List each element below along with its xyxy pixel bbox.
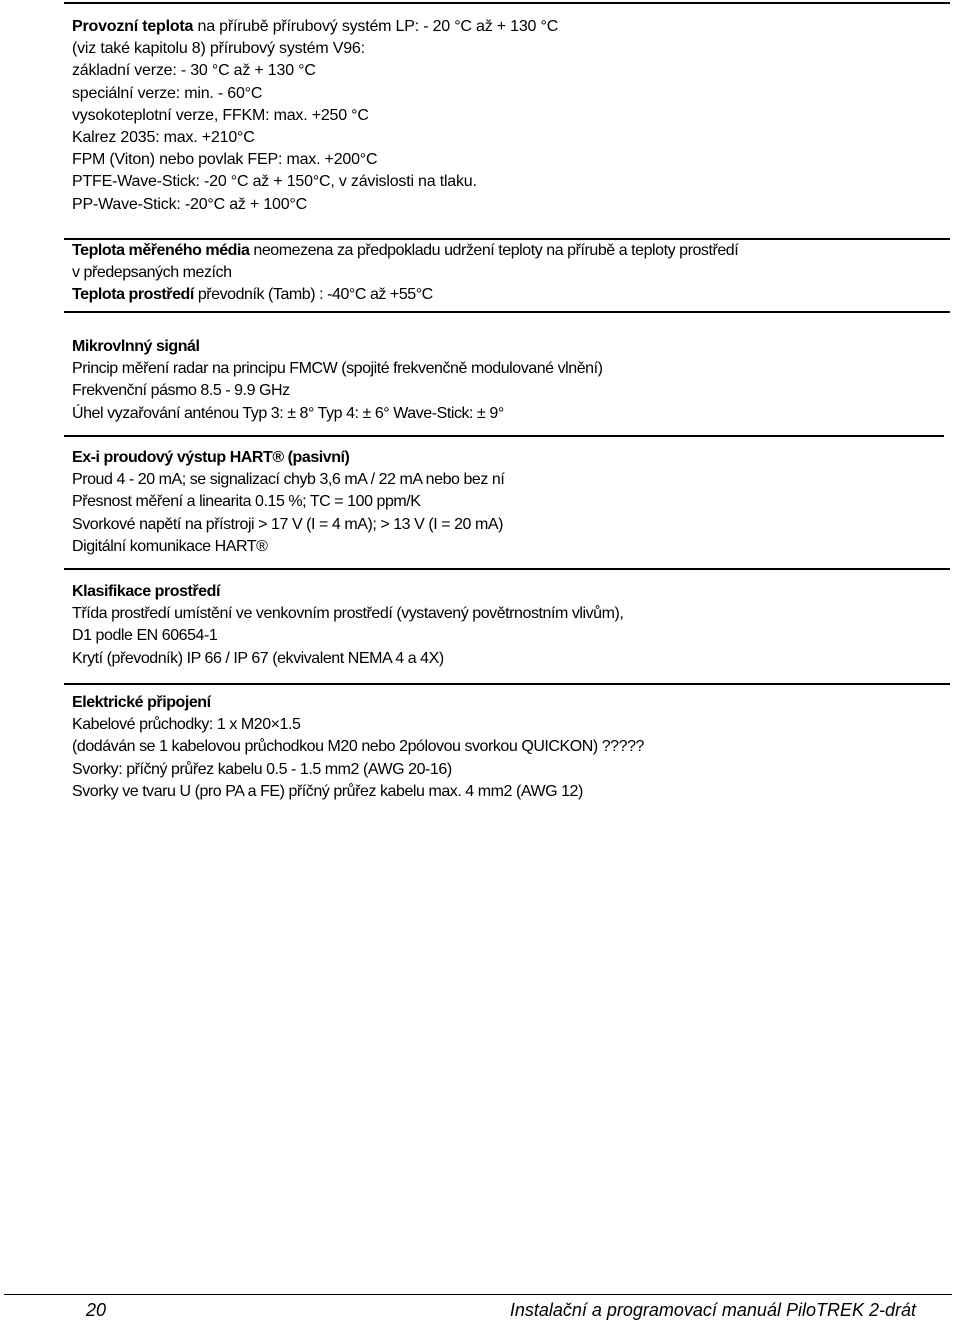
electrical-line: (dodáván se 1 kabelovou průchodkou M20 nebo 2pólovou svorkou QUICKON) ????? xyxy=(72,738,644,756)
section-divider xyxy=(64,311,950,313)
electrical-heading: Elektrické připojení xyxy=(72,694,211,711)
environment-line: D1 podle EN 60654-1 xyxy=(72,627,218,645)
section-current-output xyxy=(72,447,942,558)
section-divider xyxy=(64,568,950,570)
ambient-rest: převodník (Tamb) : -40°C až +55°C xyxy=(193,286,433,304)
environment-line: Krytí (převodník) IP 66 / IP 67 (ekvivalent NEMA 4 a 4X) xyxy=(72,649,444,667)
temperature-line: FPM (Viton) nebo povlak FEP: max. +200°C xyxy=(72,151,378,169)
temperature-line: Kalrez 2035: max. +210°C xyxy=(72,129,255,147)
microwave-line: Princip měření radar na principu FMCW (spojité frekvenčně modulované vlnění) xyxy=(72,360,603,378)
temperature-first-line xyxy=(72,16,942,38)
manual-title: Instalační a programovací manuál PiloTREK 2-drát xyxy=(509,1300,916,1320)
electrical-line: Svorky: příčný průřez kabelu 0.5 - 1.5 mm2 (AWG 20-16) xyxy=(72,760,452,778)
ambient-label: Teplota prostředí xyxy=(72,286,194,304)
microwave-line: Frekvenční pásmo 8.5 - 9.9 GHz xyxy=(72,382,290,400)
temperature-first-line-rest: na přírubě přírubový systém LP: - 20 °C až + 130 °C xyxy=(193,18,559,35)
section-operating-temperature xyxy=(72,16,942,216)
electrical-line: Kabelové průchodky: 1 x M20×1.5 xyxy=(72,716,301,734)
medium-line xyxy=(72,240,942,262)
medium-label: Teplota měřeného média xyxy=(72,242,250,259)
temperature-line: PP-Wave-Stick: -20°C až + 100°C xyxy=(72,195,307,213)
temperature-line: PTFE-Wave-Stick: -20 °C až + 150°C, v závislosti na tlaku. xyxy=(72,173,477,191)
output-heading: Ex-i proudový výstup HART® (pasivní) xyxy=(72,449,350,466)
temperature-line: (viz také kapitolu 8) přírubový systém V96: xyxy=(72,40,365,58)
temperature-label: Provozní teplota xyxy=(72,18,194,35)
medium-rest: neomezena za předpokladu udržení teploty na přírubě a teploty prostředí xyxy=(249,242,739,259)
section-divider xyxy=(64,435,944,437)
ambient-line xyxy=(72,284,942,306)
medium-line2: v předepsaných mezích xyxy=(72,264,232,282)
temperature-line: základní verze: - 30 °C až + 130 °C xyxy=(72,62,316,80)
microwave-line: Úhel vyzařování anténou Typ 3: ± 8° Typ 4: ± 6° Wave-Stick: ± 9° xyxy=(72,404,504,422)
footer-rule xyxy=(4,1294,952,1295)
output-line: Svorkové napětí na přístroji > 17 V (I = 4 mA); > 13 V (I = 20 mA) xyxy=(72,515,503,533)
section-medium-temperature xyxy=(72,240,942,307)
environment-line: Třída prostředí umístění ve venkovním prostředí (vystavený povětrnostním vlivům), xyxy=(72,605,624,623)
environment-heading: Klasifikace prostředí xyxy=(72,583,220,600)
output-line: Digitální komunikace HART® xyxy=(72,537,268,555)
section-environment-classification xyxy=(72,581,942,670)
output-line: Přesnost měření a linearita 0.15 %; TC = 100 ppm/K xyxy=(72,493,421,511)
section-microwave-signal xyxy=(72,336,942,425)
section-electrical-connection xyxy=(72,692,942,803)
temperature-line: vysokoteplotní verze, FFKM: max. +250 °C xyxy=(72,106,369,124)
section-divider xyxy=(64,683,950,685)
page-number: 20 xyxy=(86,1300,107,1320)
top-rule xyxy=(64,2,950,4)
electrical-line: Svorky ve tvaru U (pro PA a FE) příčný průřez kabelu max. 4 mm2 (AWG 12) xyxy=(72,782,583,800)
output-line: Proud 4 - 20 mA; se signalizací chyb 3,6 mA / 22 mA nebo bez ní xyxy=(72,471,505,489)
microwave-heading: Mikrovlnný signál xyxy=(72,338,200,355)
temperature-line: speciální verze: min. - 60°C xyxy=(72,84,263,102)
